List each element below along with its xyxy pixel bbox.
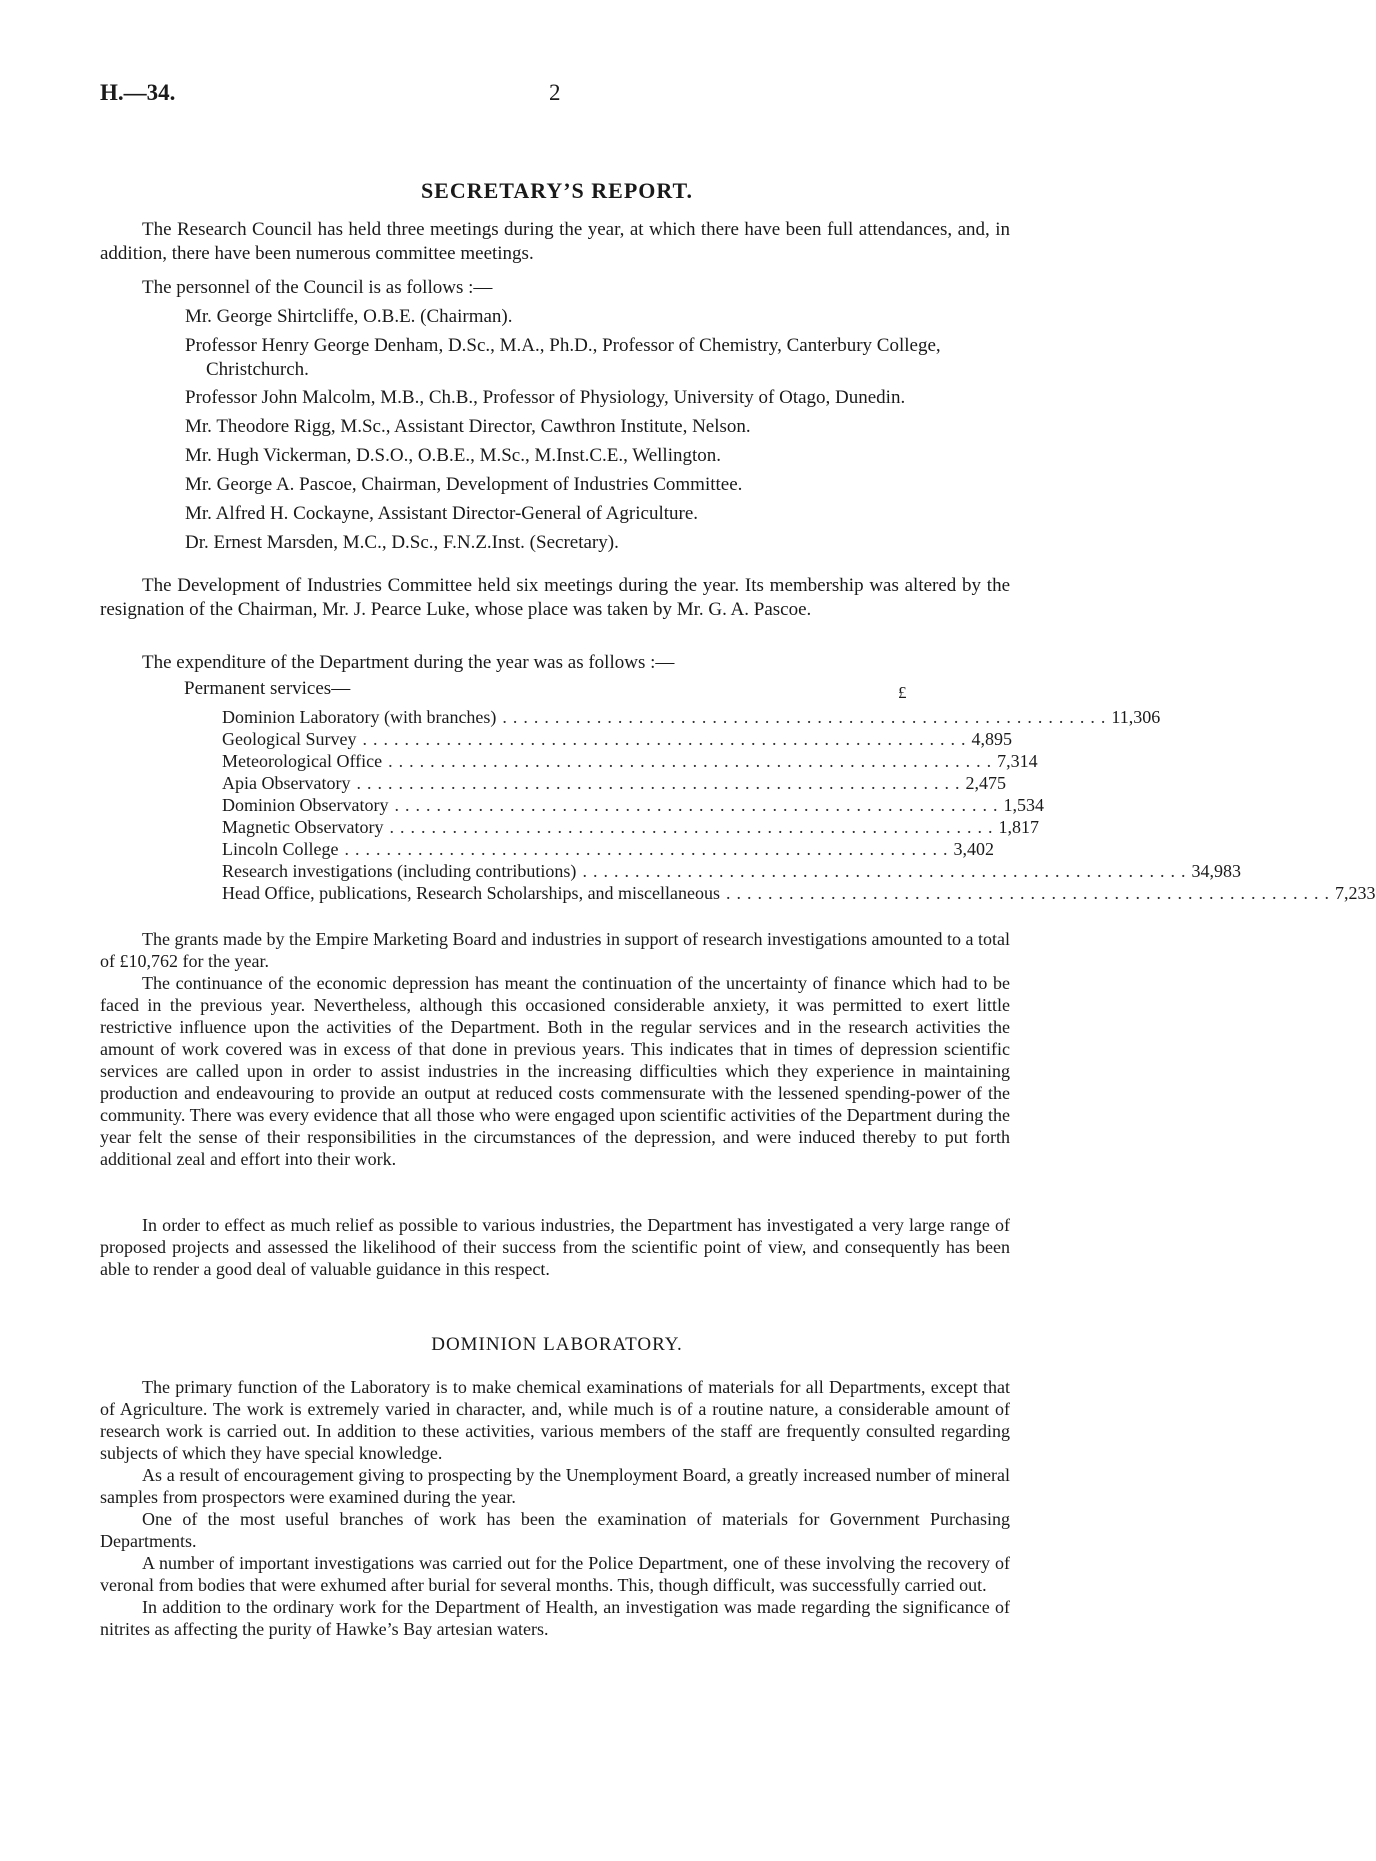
expenditure-item: Research investigations (including contributions) — [222, 861, 577, 881]
expenditure-row — [222, 882, 1376, 904]
council-member: Mr. George A. Pascoe, Chairman, Development of Industries Committee. — [185, 474, 743, 495]
relief-paragraph: In order to effect as much relief as possible to various industries, the Department has investigated a very large range of proposed projects and assessed the likelihood of their success from the scientific point of view, and consequently has been able to render a good deal of valuable guidance in this respect. — [100, 1215, 1010, 1279]
council-member: Dr. Ernest Marsden, M.C., D.Sc., F.N.Z.Inst. (Secretary). — [185, 532, 619, 553]
page-number: 2 — [549, 80, 561, 105]
leader-dots: .......................................................... — [582, 861, 1192, 881]
expenditure-row — [222, 860, 1241, 882]
expenditure-amount: 1,534 — [1003, 795, 1044, 815]
laboratory-paragraph: As a result of encouragement giving to prospecting by the Unemployment Board, a greatly increased number of mineral samples from prospectors were examined during the year. — [100, 1465, 1010, 1507]
expenditure-item: Geological Survey — [222, 729, 357, 749]
leader-dots: .......................................................... — [388, 751, 998, 771]
leader-dots: .......................................................... — [344, 839, 954, 859]
council-member: Mr. George Shirtcliffe, O.B.E. (Chairman). — [185, 306, 513, 327]
council-member: Mr. Alfred H. Cockayne, Assistant Director-General of Agriculture. — [185, 503, 699, 524]
expenditure-item: Magnetic Observatory — [222, 817, 384, 837]
committee-paragraph: The Development of Industries Committee held six meetings during the year. Its membership was altered by the resignation of the Chairman, Mr. J. Pearce Luke, whose place was taken by Mr. G. A. Pascoe. — [100, 575, 1010, 620]
expenditure-row — [222, 706, 1161, 728]
council-member — [185, 334, 1031, 382]
laboratory-paragraph: In addition to the ordinary work for the Department of Health, an investigation was made regarding the significance of nitrites as affecting the purity of Hawke’s Bay artesian waters. — [100, 1597, 1010, 1639]
expenditure-item: Head Office, publications, Research Scholarships, and miscellaneous — [222, 883, 721, 903]
council-meetings-paragraph: The Research Council has held three meetings during the year, at which there have been full attendances, and, in addition, there have been numerous committee meetings. — [100, 219, 1010, 264]
laboratory-paragraph: A number of important investigations was carried out for the Police Department, one of these involving the recovery of veronal from bodies that were exhumed after burial for several months. This, though difficult, was successfully carried out. — [100, 1553, 1010, 1595]
laboratory-paragraphs — [100, 1376, 1010, 1640]
expenditure-row — [222, 728, 1012, 750]
expenditure-amount: 7,233 — [1335, 883, 1376, 903]
expenditure-item: Lincoln College — [222, 839, 339, 859]
expenditure-amount: 3,402 — [953, 839, 994, 859]
expenditure-intro: The expenditure of the Department during the year was as follows :— — [142, 652, 675, 673]
expenditure-row — [222, 750, 1038, 772]
permanent-services-label: Permanent services— — [184, 678, 351, 699]
laboratory-paragraph: The primary function of the Laboratory is to make chemical examinations of materials for all Departments, except that of Agriculture. The work is extremely varied in character, and, while much is of a routine nature, a considerable amount of research work is carried out. In addition to these activities, various members of the staff are frequently consulted regarding subjects of which they have special knowledge. — [100, 1377, 1010, 1463]
laboratory-paragraph: One of the most useful branches of work has been the examination of materials for Government Purchasing Departments. — [100, 1509, 1010, 1551]
expenditure-amount: 11,306 — [1111, 707, 1161, 727]
expenditure-amount: 7,314 — [997, 751, 1038, 771]
section-title: DOMINION LABORATORY. — [431, 1334, 683, 1355]
depression-paragraph: The continuance of the economic depression has meant the continuation of the uncertainty of finance which had to be faced in the previous year. Nevertheless, although this occasioned considerable anxiety, it was permitted to exert little restrictive influence upon the activities of the Department. Both in the regular services and in the research activities the amount of work covered was in excess of that done in previous years. This indicates that in times of depression scientific services are called upon in order to assist industries in the increasing difficulties which they experience in maintaining production and endeavouring to provide an output at reduced costs commensurate with the lessened spending-power of the community. There was every evidence that all those who were engaged upon scientific activities of the Department during the year felt the sense of their responsibilities in the circumstances of the depression, and were induced thereby to put forth additional zeal and effort into their work. — [100, 973, 1010, 1169]
council-member: Mr. Hugh Vickerman, D.S.O., O.B.E., M.Sc., M.Inst.C.E., Wellington. — [185, 445, 722, 466]
leader-dots: .......................................................... — [362, 729, 972, 749]
leader-dots: .......................................................... — [726, 883, 1336, 903]
expenditure-amount: 2,475 — [965, 773, 1006, 793]
council-member: Mr. Theodore Rigg, M.Sc., Assistant Director, Cawthron Institute, Nelson. — [185, 416, 751, 437]
expenditure-item: Apia Observatory — [222, 773, 351, 793]
expenditure-amount: 1,817 — [998, 817, 1039, 837]
grants-paragraph: The grants made by the Empire Marketing Board and industries in support of research investigations amounted to a total of £10,762 for the year. — [100, 929, 1010, 971]
council-member-text: Professor Henry George Denham, D.Sc., M.A., Ph.D., Professor of Chemistry, Canterbury College, Christchurch. — [185, 335, 941, 380]
expenditure-row — [222, 816, 1039, 838]
currency-symbol: £ — [898, 683, 907, 702]
leader-dots: .......................................................... — [356, 773, 966, 793]
document-code: H.—34. — [100, 80, 176, 105]
personnel-intro: The personnel of the Council is as follows :— — [142, 277, 493, 298]
expenditure-row — [222, 838, 994, 860]
expenditure-row — [222, 772, 1006, 794]
leader-dots: .......................................................... — [502, 707, 1112, 727]
leader-dots: .......................................................... — [389, 817, 999, 837]
expenditure-row — [222, 794, 1044, 816]
report-title: SECRETARY’S REPORT. — [420, 178, 694, 203]
expenditure-item: Dominion Observatory — [222, 795, 389, 815]
leader-dots: .......................................................... — [394, 795, 1004, 815]
expenditure-item: Meteorological Office — [222, 751, 383, 771]
expenditure-item: Dominion Laboratory (with branches) — [222, 707, 497, 727]
council-member: Professor John Malcolm, M.B., Ch.B., Professor of Physiology, University of Otago, Dunedin. — [185, 387, 906, 408]
expenditure-amount: 34,983 — [1191, 861, 1241, 881]
expenditure-amount: 4,895 — [971, 729, 1012, 749]
